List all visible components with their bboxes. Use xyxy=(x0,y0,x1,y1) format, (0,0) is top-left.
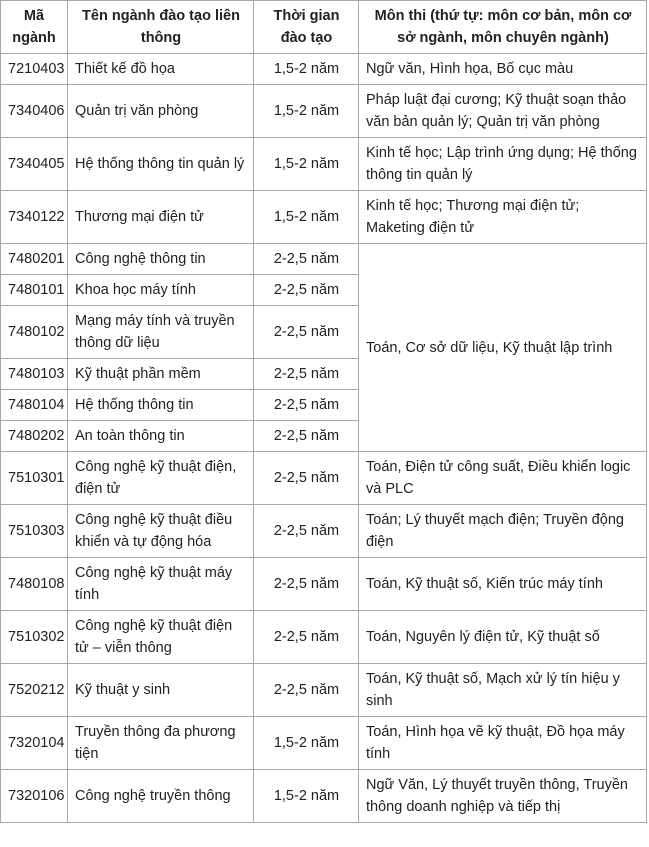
row-name: Công nghệ kỹ thuật điện, điện tử xyxy=(68,452,254,505)
table-row xyxy=(1,138,647,191)
header-name: Tên ngành đào tạo liên thông xyxy=(68,1,254,54)
row-subjects: Toán, Hình họa vẽ kỹ thuật, Đồ họa máy tính xyxy=(359,717,647,770)
row-name: Công nghệ kỹ thuật điện tử – viễn thông xyxy=(68,611,254,664)
row-duration: 2-2,5 năm xyxy=(254,664,359,717)
header-duration: Thời gian đào tạo xyxy=(254,1,359,54)
table-row xyxy=(1,558,647,611)
row-subjects: Toán, Nguyên lý điện tử, Kỹ thuật số xyxy=(359,611,647,664)
row-name: Kỹ thuật phần mềm xyxy=(68,359,254,390)
table-row xyxy=(1,717,647,770)
row-name: Khoa học máy tính xyxy=(68,275,254,306)
row-duration: 1,5-2 năm xyxy=(254,85,359,138)
row-subjects: Kinh tế học; Lập trình ứng dụng; Hệ thống thông tin quản lý xyxy=(359,138,647,191)
row-name: Truyền thông đa phương tiện xyxy=(68,717,254,770)
row-duration: 2-2,5 năm xyxy=(254,452,359,505)
row-duration: 2-2,5 năm xyxy=(254,505,359,558)
table-row xyxy=(1,85,647,138)
row-code: 7320104 xyxy=(1,717,68,770)
row-duration: 2-2,5 năm xyxy=(254,390,359,421)
row-name: Quản trị văn phòng xyxy=(68,85,254,138)
row-name: Thương mại điện tử xyxy=(68,191,254,244)
row-name: Hệ thống thông tin xyxy=(68,390,254,421)
table-row xyxy=(1,505,647,558)
row-code: 7320106 xyxy=(1,770,68,823)
row-subjects-shared: Toán, Cơ sở dữ liệu, Kỹ thuật lập trình xyxy=(359,244,647,452)
row-code: 7480103 xyxy=(1,359,68,390)
row-name: Công nghệ thông tin xyxy=(68,244,254,275)
row-subjects: Toán, Kỹ thuật số, Mạch xử lý tín hiệu y sinh xyxy=(359,664,647,717)
row-duration: 1,5-2 năm xyxy=(254,138,359,191)
row-subjects: Ngữ Văn, Lý thuyết truyền thông, Truyền thông doanh nghiệp và tiếp thị xyxy=(359,770,647,823)
row-duration: 1,5-2 năm xyxy=(254,717,359,770)
row-duration: 1,5-2 năm xyxy=(254,770,359,823)
row-code: 7340406 xyxy=(1,85,68,138)
row-duration: 2-2,5 năm xyxy=(254,306,359,359)
row-code: 7340405 xyxy=(1,138,68,191)
row-code: 7520212 xyxy=(1,664,68,717)
row-subjects: Toán; Lý thuyết mạch điện; Truyền động điện xyxy=(359,505,647,558)
table-row xyxy=(1,54,647,85)
row-name: Kỹ thuật y sinh xyxy=(68,664,254,717)
row-code: 7480201 xyxy=(1,244,68,275)
row-code: 7340122 xyxy=(1,191,68,244)
row-code: 7480108 xyxy=(1,558,68,611)
row-code: 7210403 xyxy=(1,54,68,85)
row-duration: 1,5-2 năm xyxy=(254,191,359,244)
row-name: Công nghệ kỹ thuật máy tính xyxy=(68,558,254,611)
table-row xyxy=(1,191,647,244)
header-code: Mã ngành xyxy=(1,1,68,54)
row-duration: 2-2,5 năm xyxy=(254,558,359,611)
row-name: Công nghệ truyền thông xyxy=(68,770,254,823)
row-subjects: Ngữ văn, Hình họa, Bố cục màu xyxy=(359,54,647,85)
row-subjects: Pháp luật đại cương; Kỹ thuật soạn thảo văn bản quản lý; Quản trị văn phòng xyxy=(359,85,647,138)
row-code: 7480104 xyxy=(1,390,68,421)
row-duration: 2-2,5 năm xyxy=(254,244,359,275)
row-subjects: Toán, Kỹ thuật số, Kiến trúc máy tính xyxy=(359,558,647,611)
row-name: An toàn thông tin xyxy=(68,421,254,452)
row-code: 7480202 xyxy=(1,421,68,452)
header-row xyxy=(1,1,647,54)
row-duration: 2-2,5 năm xyxy=(254,359,359,390)
row-code: 7510302 xyxy=(1,611,68,664)
row-subjects: Toán, Điện tử công suất, Điều khiển logic và PLC xyxy=(359,452,647,505)
row-name: Hệ thống thông tin quản lý xyxy=(68,138,254,191)
row-code: 7510301 xyxy=(1,452,68,505)
table-row xyxy=(1,770,647,823)
row-duration: 2-2,5 năm xyxy=(254,611,359,664)
table-row xyxy=(1,452,647,505)
row-name: Công nghệ kỹ thuật điều khiển và tự động hóa xyxy=(68,505,254,558)
row-subjects: Kinh tế học; Thương mại điện tử; Maketing điện tử xyxy=(359,191,647,244)
header-subjects: Môn thi (thứ tự: môn cơ bản, môn cơ sở ngành, môn chuyên ngành) xyxy=(359,1,647,54)
row-duration: 2-2,5 năm xyxy=(254,421,359,452)
row-code: 7480101 xyxy=(1,275,68,306)
table-row xyxy=(1,664,647,717)
table-row xyxy=(1,611,647,664)
row-code: 7510303 xyxy=(1,505,68,558)
row-duration: 1,5-2 năm xyxy=(254,54,359,85)
row-code: 7480102 xyxy=(1,306,68,359)
row-duration: 2-2,5 năm xyxy=(254,275,359,306)
row-name: Thiết kế đồ họa xyxy=(68,54,254,85)
table-row xyxy=(1,244,647,275)
row-name: Mạng máy tính và truyền thông dữ liệu xyxy=(68,306,254,359)
